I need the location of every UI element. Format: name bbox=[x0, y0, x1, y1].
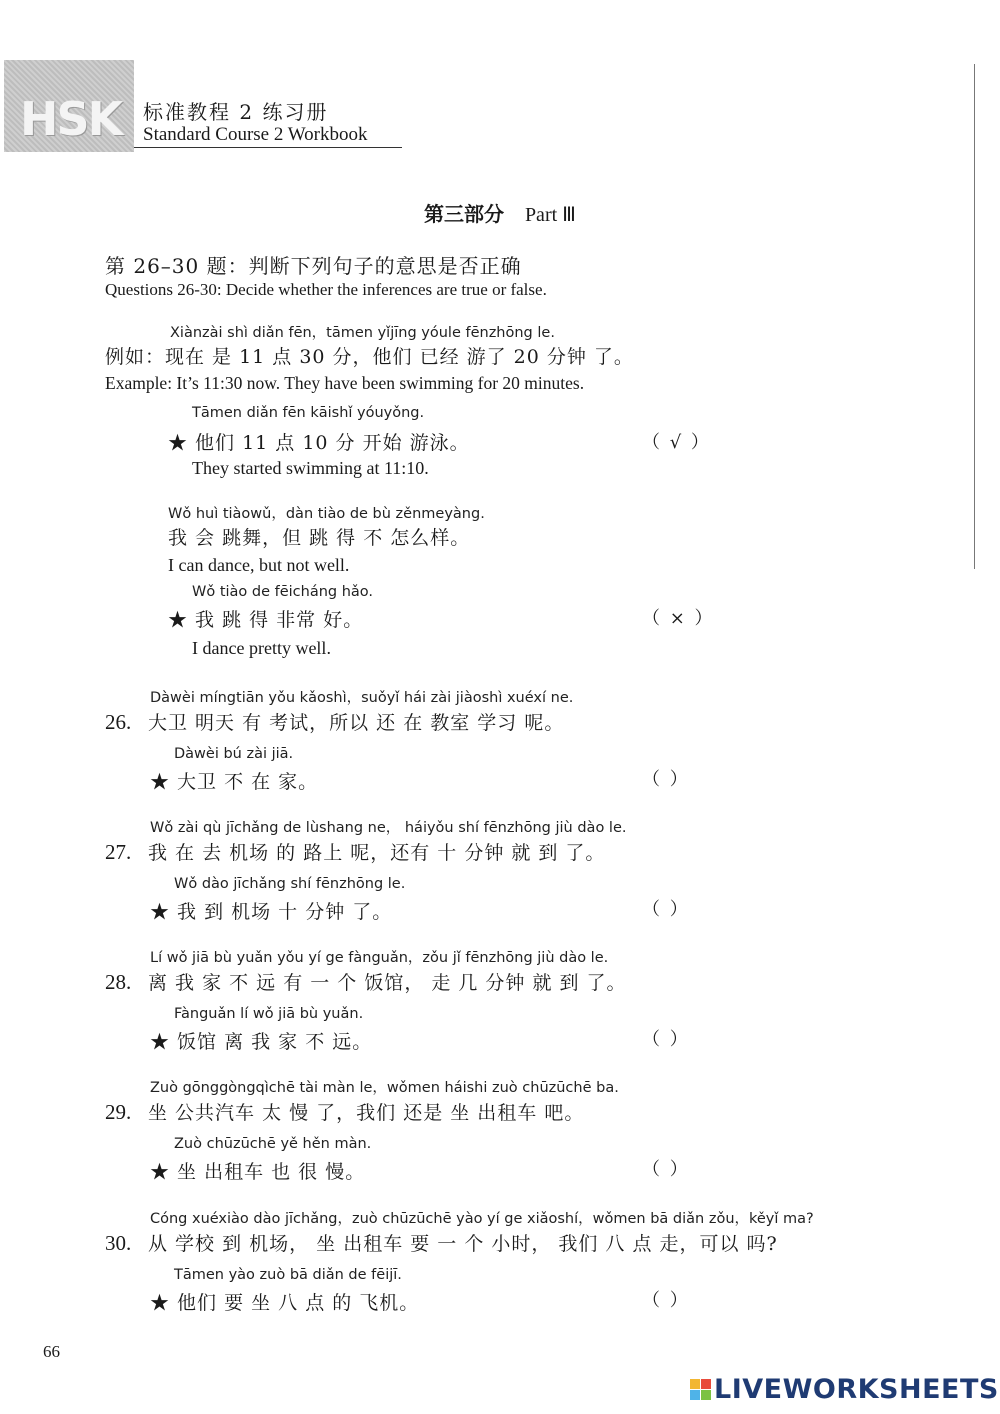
instructions-en: Questions 26-30: Decide whether the inferences are true or false. bbox=[105, 280, 547, 299]
q26-answer-box[interactable]: （ ） bbox=[642, 769, 690, 790]
example2-answer-false: （ × ） bbox=[642, 608, 715, 629]
q27-statement-pinyin: Wǒ dào jīchǎng shí fēnzhōng le. bbox=[174, 876, 406, 892]
q26-statement: ★ 大卫 不 在 家。 bbox=[150, 771, 319, 793]
q26-number: 26. bbox=[105, 710, 132, 734]
q29-statement-pinyin: Zuò chūzūchē yě hěn màn. bbox=[174, 1136, 372, 1152]
q30-statement: ★ 他们 要 坐 八 点 的 飞机。 bbox=[150, 1292, 420, 1314]
q29-pinyin: Zuò gōnggòngqìchē tài màn le，wǒmen háishi zuò chūzūchē ba. bbox=[150, 1080, 619, 1096]
part-title-en: Part Ⅲ bbox=[524, 204, 576, 226]
example1-statement: ★ 他们 11 点 10 分 开始 游泳。 bbox=[168, 432, 470, 454]
q28-sentence: 离 我 家 不 远 有 一 个 饭馆， 走 几 分钟 就 到 了。 bbox=[148, 972, 627, 994]
example2-statement-translation: I dance pretty well. bbox=[192, 638, 331, 658]
book-title-en: Standard Course 2 Workbook bbox=[143, 124, 368, 145]
logo-square-4 bbox=[701, 1390, 711, 1400]
q26-statement-pinyin: Dàwèi bú zài jiā. bbox=[174, 746, 294, 762]
q30-statement-pinyin: Tāmen yào zuò bā diǎn de fēijī. bbox=[174, 1267, 402, 1283]
q26-sentence: 大卫 明天 有 考试，所以 还 在 教室 学习 呢。 bbox=[148, 712, 565, 734]
example2-statement-pinyin: Wǒ tiào de fēicháng hǎo. bbox=[192, 584, 374, 600]
example2-translation: I can dance, but not well. bbox=[168, 555, 350, 575]
example1-sentence: 例如：现在 是 11 点 30 分，他们 已经 游了 20 分钟 了。 bbox=[105, 346, 634, 368]
q29-statement: ★ 坐 出租车 也 很 慢。 bbox=[150, 1161, 366, 1183]
page-number: 66 bbox=[43, 1342, 60, 1361]
liveworksheets-logo-icon bbox=[690, 1379, 711, 1400]
q28-number: 28. bbox=[105, 970, 132, 994]
q29-answer-box[interactable]: （ ） bbox=[642, 1159, 690, 1180]
q30-sentence: 从 学校 到 机场， 坐 出租车 要 一 个 小时， 我们 八 点 走，可以 吗? bbox=[148, 1233, 778, 1255]
example2-sentence: 我 会 跳舞，但 跳 得 不 怎么样。 bbox=[168, 527, 471, 549]
logo-square-1 bbox=[690, 1379, 700, 1389]
page-edge-line bbox=[974, 64, 975, 569]
example1-answer-true: （ √ ） bbox=[642, 432, 711, 453]
q28-statement-pinyin: Fànguǎn lí wǒ jiā bù yuǎn. bbox=[174, 1006, 364, 1022]
q27-answer-box[interactable]: （ ） bbox=[642, 899, 690, 920]
q27-number: 27. bbox=[105, 840, 132, 864]
example1-pinyin: Xiànzài shì diǎn fēn，tāmen yǐjīng yóule fēnzhōng le. bbox=[170, 325, 555, 341]
q27-statement: ★ 我 到 机场 十 分钟 了。 bbox=[150, 901, 393, 923]
example1-statement-translation: They started swimming at 11:10. bbox=[192, 458, 429, 478]
logo-square-2 bbox=[701, 1379, 711, 1389]
example1-statement-pinyin: Tāmen diǎn fēn kāishǐ yóuyǒng. bbox=[192, 405, 425, 421]
example1-translation: Example: It’s 11:30 now. They have been swimming for 20 minutes. bbox=[105, 373, 585, 393]
q29-number: 29. bbox=[105, 1100, 132, 1124]
instructions-zh: 第 26–30 题：判断下列句子的意思是否正确 bbox=[105, 254, 522, 278]
q28-pinyin: Lí wǒ jiā bù yuǎn yǒu yí ge fànguǎn，zǒu jǐ fēnzhōng jiù dào le. bbox=[150, 950, 609, 966]
q27-sentence: 我 在 去 机场 的 路上 呢，还有 十 分钟 就 到 了。 bbox=[148, 842, 606, 864]
q30-answer-box[interactable]: （ ） bbox=[642, 1290, 690, 1311]
q28-statement: ★ 饭馆 离 我 家 不 远。 bbox=[150, 1031, 373, 1053]
q29-sentence: 坐 公共汽车 太 慢 了，我们 还是 坐 出租车 吧。 bbox=[148, 1102, 585, 1124]
example2-statement: ★ 我 跳 得 非常 好。 bbox=[168, 609, 364, 631]
logo-square-3 bbox=[690, 1390, 700, 1400]
q30-number: 30. bbox=[105, 1231, 132, 1255]
q27-pinyin: Wǒ zài qù jīchǎng de lùshang ne， háiyǒu shí fēnzhōng jiù dào le. bbox=[150, 820, 627, 836]
part-title-zh: 第三部分 bbox=[424, 202, 505, 226]
liveworksheets-text: LIVEWORKSHEETS bbox=[714, 1374, 999, 1405]
header-underline bbox=[134, 147, 402, 148]
hsk-logo-text: HSK bbox=[20, 92, 122, 146]
q30-pinyin: Cóng xuéxiào dào jīchǎng，zuò chūzūchē yào yí ge xiǎoshí，wǒmen bā diǎn zǒu，kěyǐ ma? bbox=[150, 1211, 814, 1227]
part-title bbox=[0, 198, 1000, 227]
book-title-zh: 标准教程 2 练习册 bbox=[143, 100, 329, 124]
example2-pinyin: Wǒ huì tiàowǔ，dàn tiào de bù zěnmeyàng. bbox=[168, 506, 485, 522]
q28-answer-box[interactable]: （ ） bbox=[642, 1029, 690, 1050]
q26-pinyin: Dàwèi míngtiān yǒu kǎoshì，suǒyǐ hái zài jiàoshì xuéxí ne. bbox=[150, 690, 574, 706]
liveworksheets-watermark bbox=[690, 1374, 999, 1405]
